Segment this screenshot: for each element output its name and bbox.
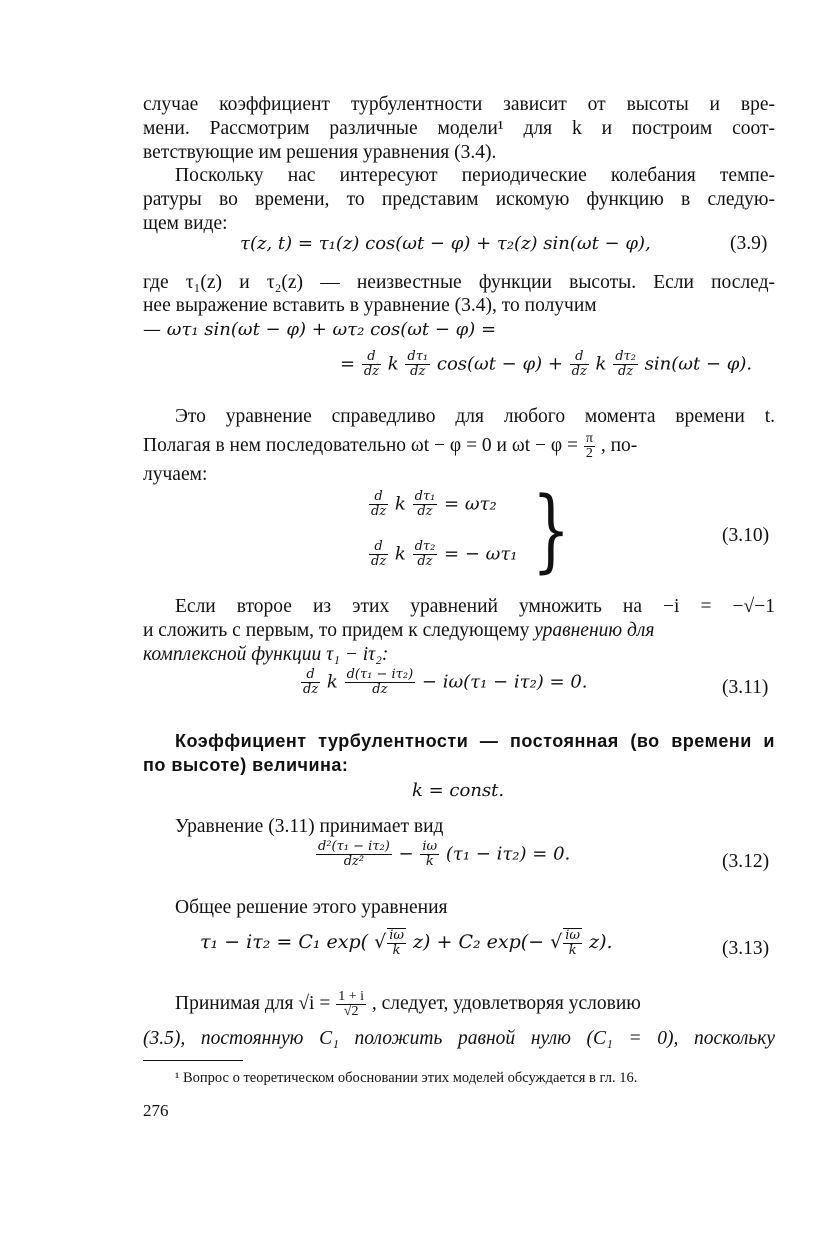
page-number: 276 [143, 1101, 169, 1120]
rest: − iω(τ₁ − iτ₂) = 0. [421, 671, 588, 693]
paragraph-4-line-2-end: , по- [600, 434, 638, 456]
fraction-dtau2-dz [413, 540, 438, 569]
fraction-d-dz [369, 540, 388, 569]
paragraph-3-line-2: нее выражение вставить в уравнение (3.4), то получим [143, 295, 597, 316]
fraction-d-dz [301, 668, 320, 697]
frac-num: d [570, 350, 589, 365]
paragraph-7: Общее решение этого уравнения [175, 897, 448, 918]
frac-den: dz [371, 554, 387, 569]
equation-unnumbered-line-2 [340, 350, 752, 379]
equation-number-3-11: (3.11) [722, 677, 769, 698]
paragraph-5-line-3-emph: комплексной функции [143, 644, 322, 665]
lhs: τ₁ − iτ₂ = C₁ exp( [200, 931, 369, 953]
equation-number-3-12: (3.12) [722, 851, 770, 872]
paragraph-8-line-1-end: , следует, удовлетворяя условию [371, 992, 641, 1014]
equation-number-3-9: (3.9) [730, 233, 768, 254]
frac-den: dz [303, 682, 319, 697]
equation-3-12 [315, 840, 570, 869]
fraction-dtau2-dz [613, 350, 638, 379]
frac-den: dz [417, 504, 433, 519]
paragraph-5-line-2-emph: уравнению для [534, 620, 655, 641]
paragraph-1-line-3: ветствующие им решения уравнения (3.4). [143, 142, 497, 163]
fraction-dtau1-dz [413, 490, 438, 519]
fraction-d-dz [369, 490, 388, 519]
frac-den: dz [363, 364, 379, 379]
coef-k: k [326, 671, 338, 693]
frac-num: iω [389, 928, 404, 943]
frac-den: dz [417, 554, 433, 569]
sin-term: sin(ωt − φ). [644, 353, 753, 375]
paragraph-1-line-1: случае коэффициент турбулентности зависит от высоты и вре- [143, 94, 775, 115]
frac-num: dτ₂ [615, 349, 636, 364]
frac-den: k [392, 943, 401, 958]
frac-den: dz² [343, 854, 365, 869]
paragraph-2-line-3: щем виде: [143, 213, 228, 234]
paragraph-2-line-1: Поскольку нас интересуют периодические колебания темпе- [175, 165, 775, 186]
paragraph-5-line-3 [143, 643, 388, 667]
paragraph-2-line-2: ратуры во времени, то представим искомую функцию в следую- [143, 189, 775, 210]
fraction-d-dz [362, 350, 381, 379]
frac-den: dz [571, 364, 587, 379]
coef-k: k [394, 493, 406, 515]
paragraph-5-line-2 [143, 619, 775, 643]
equation-3-9: τ(z, t) = τ₁(z) cos(ωt − φ) + τ₂(z) sin(ωt − φ), [240, 233, 651, 254]
paragraph-8-line-1-text: Принимая для √i = [175, 992, 331, 1014]
fraction-iw-k [420, 840, 439, 869]
frac-den: √2 [343, 1004, 359, 1019]
equation-3-13 [200, 928, 613, 958]
equation-unnumbered-line-1: — ωτ₁ sin(ωt − φ) + ωτ₂ cos(ωt − φ) = [143, 319, 497, 340]
frac-num: d [369, 540, 388, 555]
frac-den: dz [617, 364, 634, 379]
coef-k-2: k [595, 353, 607, 375]
equation-3-11 [300, 668, 588, 697]
fraction-d-dz-2 [570, 350, 589, 379]
frac-den: dz [371, 504, 387, 519]
equation-number-3-13: (3.13) [722, 938, 770, 959]
minus-sign: − [398, 843, 414, 865]
fraction-1-plus-i [336, 990, 366, 1019]
fraction-d-tau-dz [345, 668, 416, 697]
heading-line-2: по высоте) величина: [143, 755, 349, 775]
footnote-separator [143, 1060, 243, 1061]
sqrt-sign: √ [374, 931, 387, 953]
paragraph-5-line-1: Если второе из этих уравнений умножить на −i = −√−1 [175, 596, 775, 617]
paragraph-4-line-3: лучаем: [143, 464, 208, 485]
rhs: = − ωτ₁ [444, 543, 518, 565]
paragraph-4-line-1: Это уравнение справедливо для любого момента времени t. [175, 406, 775, 427]
paragraph-1-line-2: мени. Рассмотрим различные модели¹ для k и построим соот- [143, 118, 775, 139]
frac-num: d [301, 668, 320, 683]
frac-den: 2 [585, 446, 593, 461]
fraction-second-derivative [316, 840, 392, 869]
right-brace: } [532, 478, 571, 584]
footnote: ¹ Вопрос о теоретическом обосновании этих моделей обсуждается в гл. 16. [175, 1070, 638, 1086]
frac-den: dz [372, 682, 388, 697]
frac-num: d [362, 350, 381, 365]
rhs: = ωτ₂ [444, 493, 497, 515]
equation-k-const: k = const. [412, 780, 505, 801]
paragraph-4-line-2 [143, 432, 637, 461]
paragraph-5-line-3-math: τ₁ − iτ₂: [321, 644, 389, 665]
equation-number-3-10: (3.10) [722, 525, 770, 546]
fraction-pi-2 [584, 432, 595, 461]
frac-num: d(τ₁ − iτ₂) [346, 667, 414, 682]
equals-sign: = [340, 353, 356, 375]
frac-num: π [585, 431, 593, 446]
frac-den: dz [410, 364, 426, 379]
coef-k: k [387, 353, 399, 375]
fraction-dtau1-dz [405, 350, 430, 379]
frac-num: d²(τ₁ − iτ₂) [318, 839, 390, 854]
paragraph-5-line-2-text: и сложить с первым, то придем к следующему [143, 620, 535, 641]
middle: z) + C₂ exp(− [413, 931, 545, 953]
fraction-iw-k-2 [563, 928, 582, 958]
frac-num: 1 + i [338, 989, 365, 1004]
equation-3-10-row-2 [368, 540, 518, 569]
paragraph-8-line-1 [175, 990, 775, 1019]
cos-term: cos(ωt − φ) + [436, 353, 563, 375]
fraction-iw-k [387, 928, 406, 958]
equation-3-10-row-1 [368, 490, 497, 519]
paragraph-3-line-1: где τ₁(z) и τ₂(z) — неизвестные функции высоты. Если послед- [143, 272, 775, 293]
frac-num: iω [422, 839, 438, 854]
frac-num: dτ₁ [407, 349, 429, 364]
paragraph-6: Уравнение (3.11) принимает вид [175, 816, 444, 837]
frac-den: k [425, 854, 434, 869]
frac-den: k [568, 943, 577, 958]
coef-k: k [394, 543, 406, 565]
frac-num: dτ₂ [414, 539, 436, 554]
frac-num: dτ₁ [414, 489, 436, 504]
rest: (τ₁ − iτ₂) = 0. [445, 843, 571, 865]
frac-num: d [369, 490, 388, 505]
end: z). [589, 931, 613, 953]
frac-num: iω [565, 928, 581, 943]
heading-line-1: Коэффициент турбулентности — постоянная (во времени и [175, 731, 775, 751]
paragraph-4-line-2-text: Полагая в нем последовательно ωt − φ = 0 и ωt − φ = [143, 434, 578, 456]
sqrt-sign-2: √ [550, 931, 563, 953]
paragraph-8-line-2: (3.5), постоянную C₁ положить равной нулю (C₁ = 0), поскольку [143, 1028, 775, 1049]
